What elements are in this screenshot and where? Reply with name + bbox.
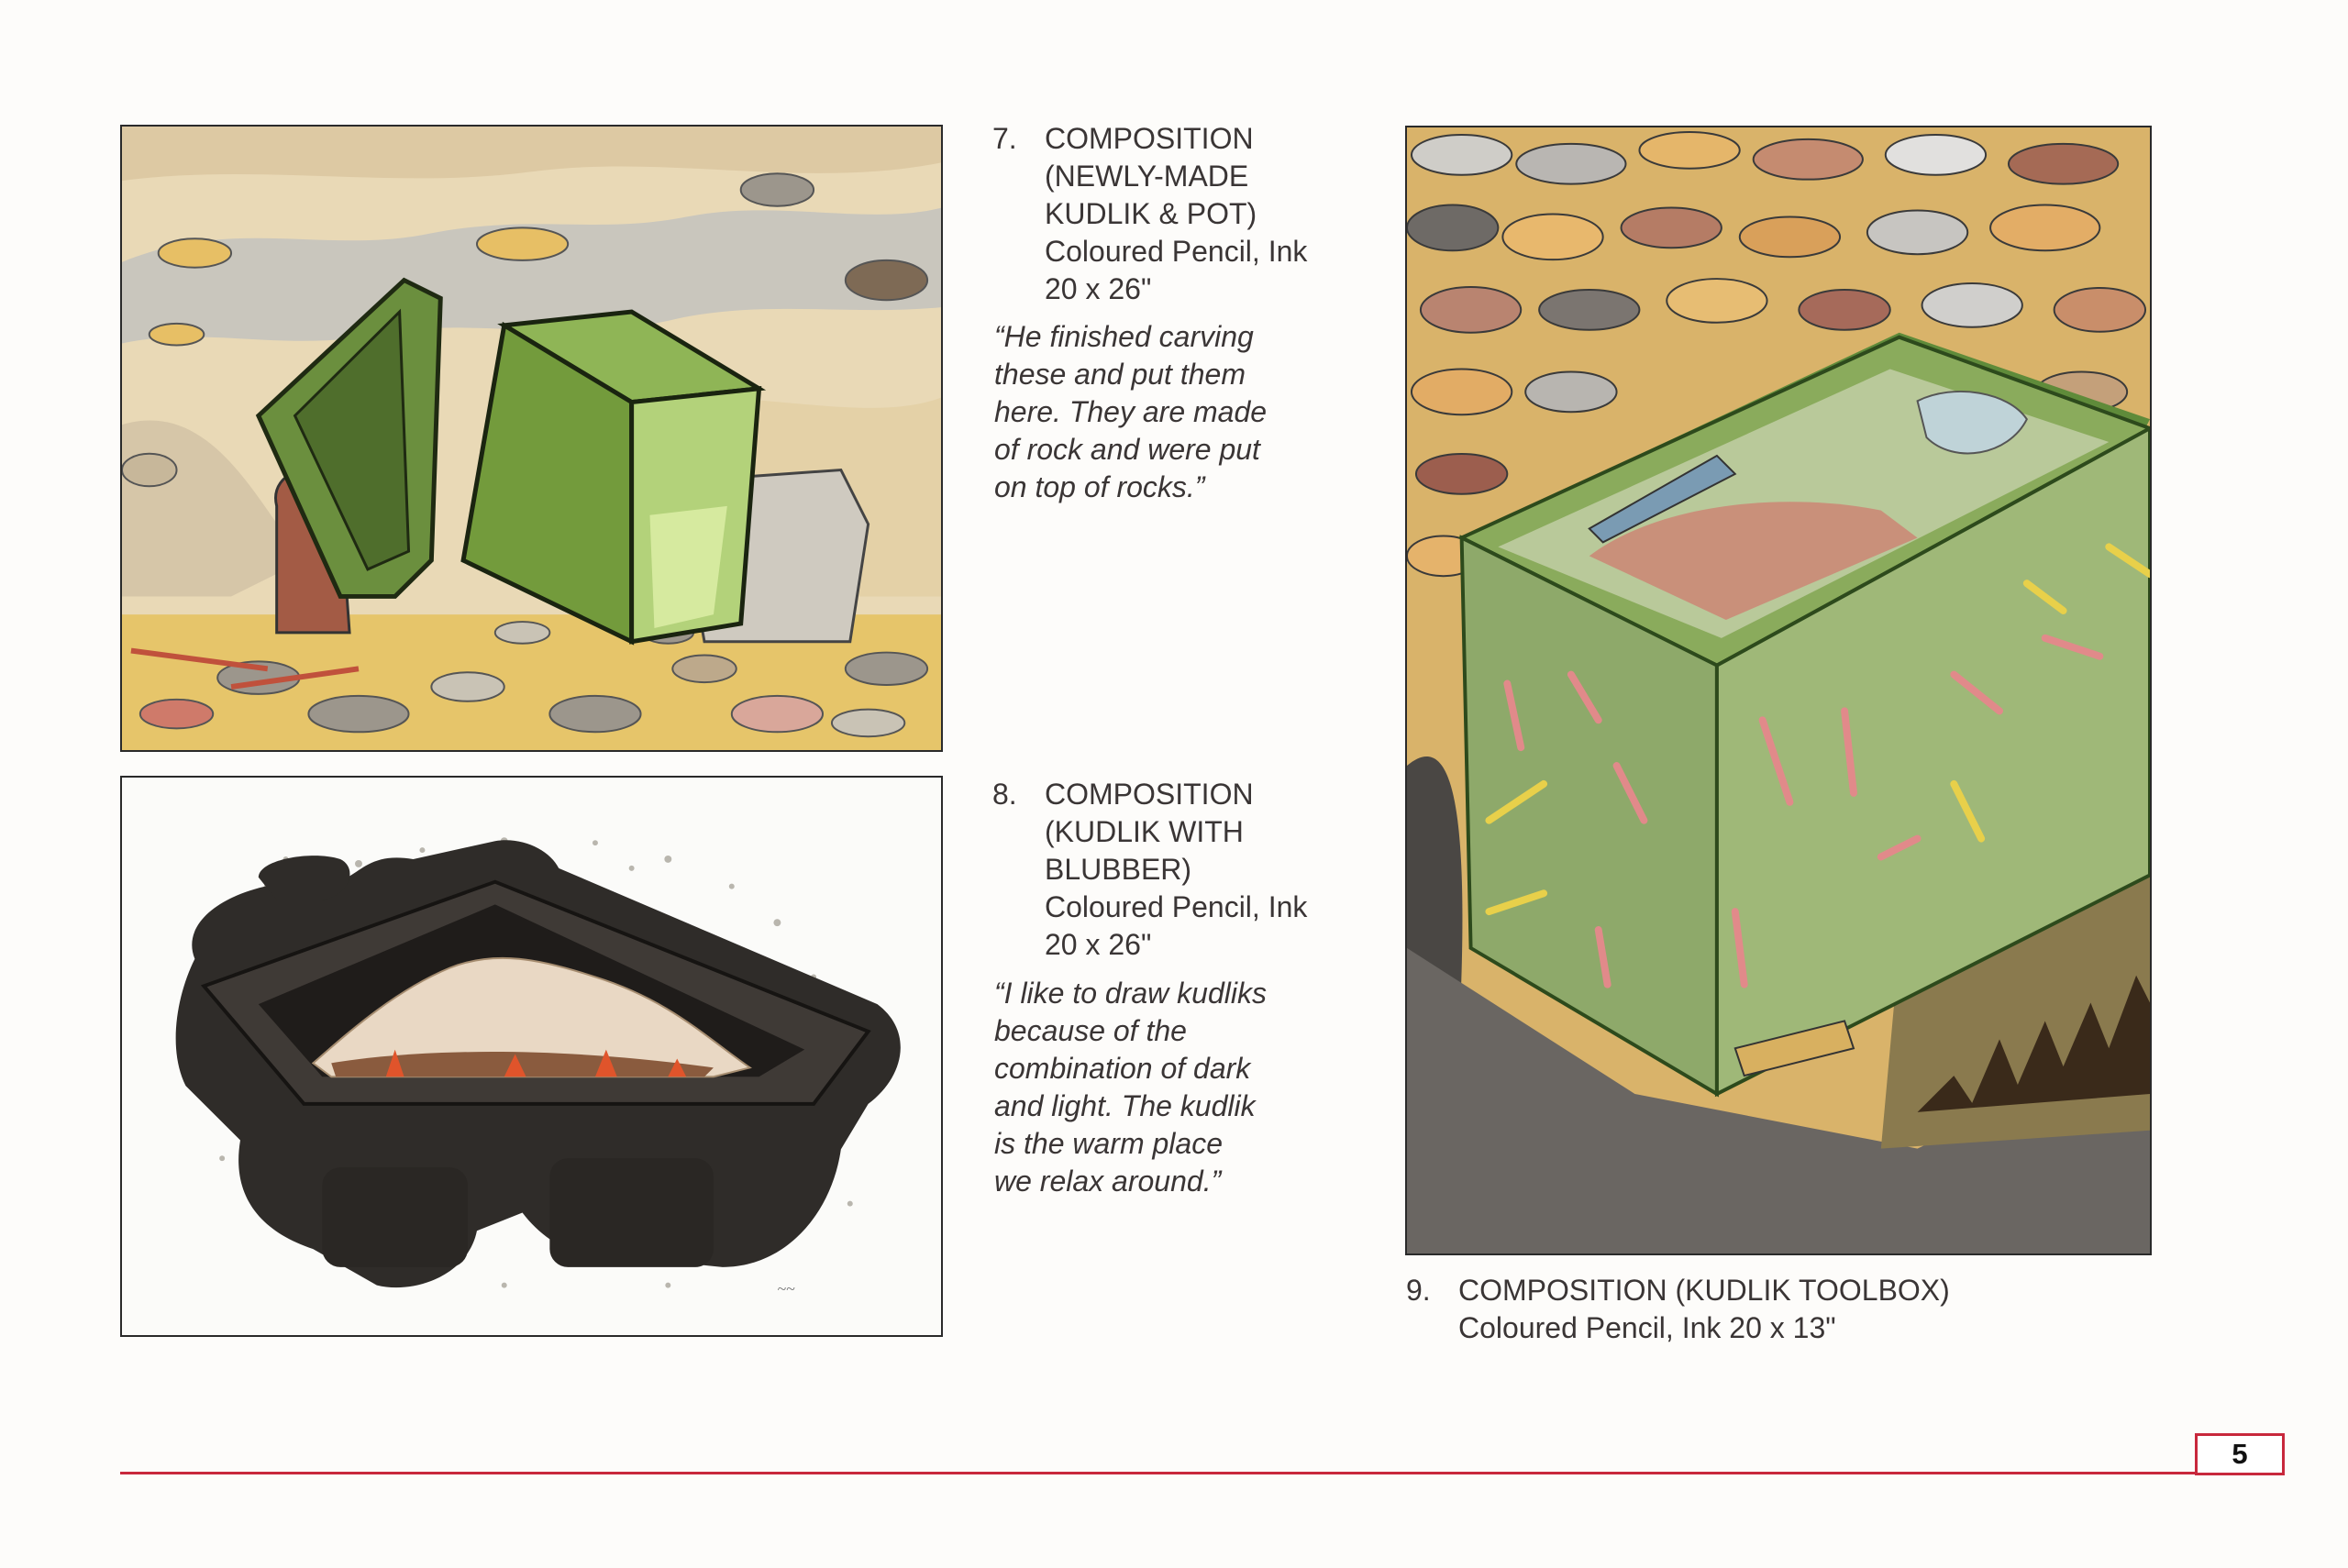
page-number: 5: [2195, 1433, 2285, 1475]
quote-line: here. They are made: [994, 395, 1268, 428]
artwork-8-title-line: (KUDLIK WITH: [1045, 815, 1244, 848]
artwork-8-medium: Coloured Pencil, Ink: [1045, 890, 1308, 923]
artwork-7-title-line: KUDLIK & POT): [1045, 197, 1257, 230]
quote-line: and light. The kudlik: [994, 1089, 1256, 1122]
caption-artwork-8: [992, 776, 1307, 964]
footer-rule: [120, 1472, 2195, 1474]
quote-line: is the warm place: [994, 1127, 1223, 1160]
svg-text:~~: ~~: [777, 1279, 795, 1298]
artwork-9-number: 9.: [1406, 1274, 1431, 1307]
caption-artwork-9: [1406, 1272, 1950, 1347]
artwork-8-drawing: [122, 778, 941, 1335]
artwork-8-number: 8.: [992, 778, 1017, 811]
quote-line: of rock and were put: [994, 433, 1260, 466]
artwork-7-drawing: [122, 127, 941, 750]
quote-line: “He finished carving: [994, 320, 1254, 353]
artwork-7-title-line: COMPOSITION: [1045, 122, 1254, 155]
quote-line: these and put them: [994, 358, 1246, 391]
artwork-7-title-line: (NEWLY-MADE: [1045, 160, 1249, 193]
artwork-7-number: 7.: [992, 122, 1017, 155]
artwork-7-medium: Coloured Pencil, Ink: [1045, 235, 1308, 268]
artwork-9-title: COMPOSITION (KUDLIK TOOLBOX): [1458, 1274, 1950, 1307]
artwork-9-medium-size: Coloured Pencil, Ink 20 x 13": [1458, 1311, 1836, 1344]
artwork-8-quote: [994, 975, 1267, 1200]
quote-line: combination of dark: [994, 1052, 1251, 1085]
caption-artwork-7: [992, 120, 1307, 308]
quote-line: on top of rocks.”: [994, 470, 1205, 503]
artwork-8-size: 20 x 26": [1045, 928, 1152, 961]
artwork-9-drawing: [1407, 127, 2150, 1253]
artwork-8-title-line: COMPOSITION: [1045, 778, 1254, 811]
artwork-8-title-line: BLUBBER): [1045, 853, 1192, 886]
artwork-7-image: [120, 125, 943, 752]
quote-line: we relax around.”: [994, 1165, 1222, 1198]
artwork-7-size: 20 x 26": [1045, 272, 1152, 305]
quote-line: because of the: [994, 1014, 1187, 1047]
artwork-9-image: [1405, 126, 2152, 1255]
artwork-7-quote: [994, 318, 1267, 506]
artwork-8-image: [120, 776, 943, 1337]
quote-line: “I like to draw kudliks: [994, 977, 1267, 1010]
